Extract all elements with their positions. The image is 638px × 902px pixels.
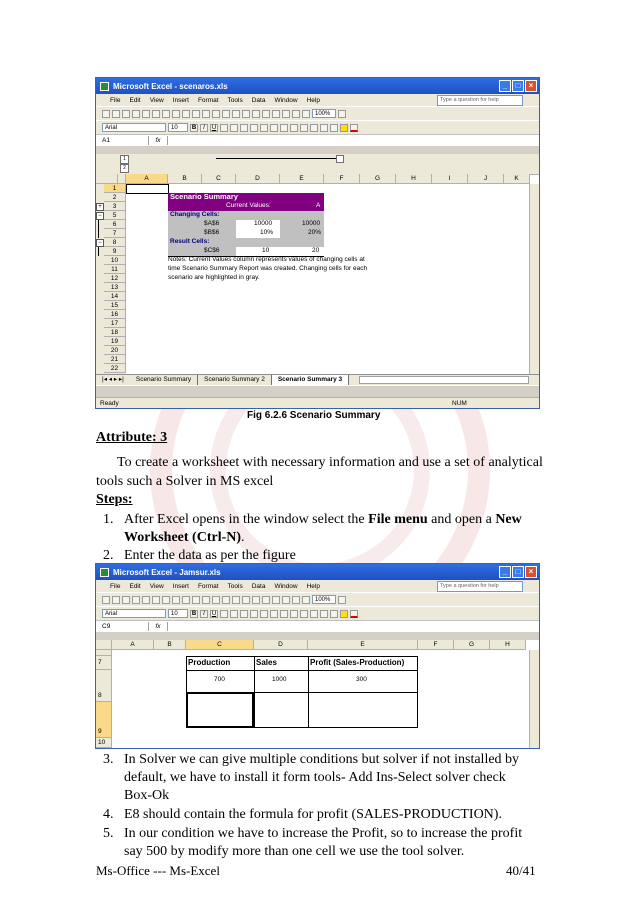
step-2-number: 2. [103, 548, 114, 563]
intro-line-2: tools such a Solver in MS excel [96, 474, 274, 489]
header-profit: Profit (Sales-Production) [310, 658, 405, 667]
sort-asc-icon-2[interactable] [272, 596, 280, 604]
menu-bar-2 [96, 580, 539, 592]
copy-icon-2[interactable] [202, 596, 210, 604]
paste-icon-2[interactable] [212, 596, 220, 604]
row-header-8-2[interactable]: 8 [96, 670, 112, 702]
step-1-line-1 [124, 511, 522, 529]
vertical-scrollbar-2[interactable] [529, 650, 539, 748]
excel-window-jamsur [95, 563, 540, 749]
step-5-line-1: In our condition we have to increase the Profit, so to increase the profit [124, 826, 523, 841]
column-header-b-2[interactable]: B [154, 640, 186, 650]
help-search-input-2[interactable]: Type a question for help [437, 581, 523, 592]
percent-icon-2[interactable] [270, 610, 278, 618]
status-bar [96, 397, 539, 408]
step-1-text-b: and open a [427, 512, 496, 527]
name-box-2[interactable]: C9 [96, 622, 149, 631]
maximize-button-2[interactable]: □ [512, 566, 524, 578]
decrease-indent-icon-2[interactable] [310, 610, 318, 618]
data-table-col-line-2 [308, 656, 309, 728]
autosum-icon-2[interactable] [262, 596, 270, 604]
menu-edit[interactable]: Edit [129, 96, 141, 104]
row-header-5[interactable]: 5 [104, 211, 126, 220]
align-left-icon-2[interactable] [220, 610, 228, 618]
menu-format[interactable]: Format [197, 96, 219, 104]
active-cell-a1[interactable] [126, 184, 169, 194]
scenario-a-header: A [316, 202, 321, 209]
column-header-d-2[interactable]: D [254, 640, 308, 650]
currency-icon[interactable] [260, 124, 268, 132]
row-header-10[interactable]: 10 [104, 256, 126, 265]
font-color-icon-2[interactable] [350, 610, 358, 618]
row-header-16[interactable]: 16 [104, 310, 126, 319]
row-header-2[interactable]: 2 [104, 193, 126, 202]
column-header-row-2 [96, 640, 539, 650]
changing-cells-names [168, 220, 236, 238]
step-4-number: 4. [103, 807, 114, 822]
row-header-9-2[interactable]: 9 [96, 702, 112, 738]
minimize-button-2[interactable]: _ [499, 566, 511, 578]
current-values-label: Current Values: [226, 202, 271, 209]
column-header-e-2[interactable]: E [308, 640, 418, 650]
column-header-d[interactable]: D [236, 174, 280, 184]
standard-toolbar-2 [96, 592, 539, 606]
outline-collapse-changing-button[interactable]: − [96, 212, 104, 220]
outline-expand-button[interactable]: + [96, 203, 104, 211]
outline-group-line [216, 158, 336, 159]
preview-icon-2[interactable] [162, 596, 170, 604]
row-header-17[interactable]: 17 [104, 319, 126, 328]
drawing-icon[interactable] [302, 110, 310, 118]
align-right-icon[interactable] [240, 124, 248, 132]
bold-button[interactable]: B [191, 124, 197, 131]
font-name-select-2[interactable]: Arial [102, 609, 166, 618]
menu-window-2[interactable]: Window [274, 582, 298, 590]
menu-tools[interactable]: Tools [227, 96, 243, 104]
row-header-10-2[interactable]: 10 [96, 738, 112, 748]
step-1-line-2 [124, 529, 245, 547]
paste-icon[interactable] [212, 110, 220, 118]
horizontal-scrollbar[interactable] [359, 376, 529, 384]
align-right-icon-2[interactable] [240, 610, 248, 618]
open-icon[interactable] [112, 110, 120, 118]
row-header-column-2 [96, 650, 112, 748]
italic-button-2[interactable]: I [200, 610, 208, 618]
align-center-icon[interactable] [230, 124, 238, 132]
outline-row-levels [118, 174, 126, 184]
cell-ref-c6: $C$6 [204, 247, 220, 254]
merge-center-icon[interactable] [250, 124, 258, 132]
decrease-decimal-icon-2[interactable] [300, 610, 308, 618]
outline-level-1-button[interactable]: 1 [120, 155, 129, 164]
sheet-grid [96, 154, 539, 386]
underline-button[interactable]: U [211, 124, 217, 131]
font-size-select[interactable]: 10 [168, 123, 188, 132]
spelling-icon[interactable] [172, 110, 180, 118]
bold-button-2[interactable]: B [191, 610, 197, 617]
name-box[interactable]: A1 [96, 136, 149, 145]
column-header-e[interactable]: E [280, 174, 324, 184]
status-text: Ready [100, 400, 119, 407]
value-production: 700 [214, 676, 225, 683]
font-size-select-2[interactable]: 10 [168, 609, 188, 618]
c6-current-value: 10 [262, 247, 270, 254]
spelling-icon-2[interactable] [172, 596, 180, 604]
row-header-11[interactable]: 11 [104, 265, 126, 274]
row-header-19[interactable]: 19 [104, 337, 126, 346]
step-3-number: 3. [103, 752, 114, 767]
drawing-icon-2[interactable] [302, 596, 310, 604]
steps-heading: Steps: [96, 492, 133, 507]
summary-title: Scenario Summary [170, 192, 238, 201]
row-header-21[interactable]: 21 [104, 355, 126, 364]
row-header-22[interactable]: 22 [104, 364, 126, 373]
menu-insert[interactable]: Insert [172, 96, 189, 104]
column-header-b[interactable]: B [168, 174, 202, 184]
data-table-col-line-1 [254, 656, 255, 728]
value-profit: 300 [356, 676, 367, 683]
row-header-20[interactable]: 20 [104, 346, 126, 355]
autosum-icon[interactable] [262, 110, 270, 118]
formatting-toolbar-2 [96, 606, 539, 620]
excel-window-scenarios [95, 77, 540, 409]
menu-edit-2[interactable]: Edit [129, 582, 141, 590]
sheet-tab-scenario-summary-3[interactable]: Scenario Summary 3 [272, 375, 349, 385]
borders-icon[interactable] [330, 124, 338, 132]
row-header-3[interactable]: 3 [104, 202, 126, 211]
menu-file[interactable]: File [110, 96, 121, 104]
step-4-text: E8 should contain the formula for profit (SALES-PRODUCTION). [124, 807, 502, 822]
fill-color-icon-2[interactable] [340, 610, 348, 618]
redo-icon-2[interactable] [242, 596, 250, 604]
save-icon[interactable] [122, 110, 130, 118]
help-icon[interactable] [338, 110, 346, 118]
intro-line-1: To create a worksheet with necessary information and use a set of analytical [117, 455, 543, 470]
borders-icon-2[interactable] [330, 610, 338, 618]
undo-icon-2[interactable] [232, 596, 240, 604]
column-header-h[interactable]: H [396, 174, 432, 184]
column-header-h-2[interactable]: H [490, 640, 526, 650]
title-bar-2 [96, 564, 539, 580]
step-1-period: . [241, 530, 245, 545]
merge-center-icon-2[interactable] [250, 610, 258, 618]
increase-indent-icon-2[interactable] [320, 610, 328, 618]
row-header-9[interactable]: 9 [104, 247, 126, 256]
increase-decimal-icon-2[interactable] [290, 610, 298, 618]
step-1-worksheet: Worksheet (Ctrl-N) [124, 530, 242, 545]
font-color-icon[interactable] [350, 124, 358, 132]
step-1-new: New [495, 512, 522, 527]
cell-ref-b6: $B$6 [204, 229, 220, 236]
notes-line-2: time Scenario Summary Report was created. Changing cells for each [168, 265, 368, 272]
undo-icon[interactable] [232, 110, 240, 118]
formatting-toolbar [96, 120, 539, 134]
open-icon-2[interactable] [112, 596, 120, 604]
step-1-text-a: After Excel opens in the window select the [124, 512, 369, 527]
outline-collapse-button[interactable] [336, 155, 344, 163]
result-cells-label: Result Cells: [170, 238, 210, 245]
formula-input-2[interactable] [167, 622, 539, 631]
increase-indent-icon[interactable] [320, 124, 328, 132]
menu-bar [96, 94, 539, 106]
step-3-line-1: In Solver we can give multiple conditions but solver if not installed by [124, 752, 520, 767]
row-header-column [96, 184, 126, 374]
step-5-number: 5. [103, 826, 114, 841]
decrease-decimal-icon[interactable] [300, 124, 308, 132]
copy-icon[interactable] [202, 110, 210, 118]
column-header-a[interactable]: A [126, 174, 168, 184]
help-icon-2[interactable] [338, 596, 346, 604]
step-1-number: 1. [103, 512, 114, 527]
column-header-g-2[interactable]: G [454, 640, 490, 650]
b6-current-value: 10% [260, 229, 274, 236]
align-center-icon-2[interactable] [230, 610, 238, 618]
sheet-tab-scenario-summary[interactable]: Scenario Summary [130, 375, 198, 385]
column-header-a-2[interactable]: A [112, 640, 154, 650]
permission-icon-2[interactable] [132, 596, 140, 604]
sort-desc-icon-2[interactable] [282, 596, 290, 604]
data-table-header-line [186, 670, 418, 671]
font-name-select[interactable]: Arial [102, 123, 166, 132]
decrease-indent-icon[interactable] [310, 124, 318, 132]
hyperlink-icon[interactable] [252, 110, 260, 118]
excel-icon [100, 82, 109, 91]
comma-icon-2[interactable] [280, 610, 288, 618]
a6-current-value: 10000 [254, 220, 273, 227]
row-header-1[interactable]: 1 [104, 184, 126, 193]
maximize-button[interactable]: □ [512, 80, 524, 92]
b6-scenario-value: 20% [308, 229, 322, 236]
research-icon[interactable] [182, 110, 190, 118]
chart-icon[interactable] [292, 110, 300, 118]
menu-window[interactable]: Window [274, 96, 298, 104]
cell-ref-a6: $A$6 [204, 220, 220, 227]
help-search-input[interactable]: Type a question for help [437, 95, 523, 106]
fx-icon[interactable]: fx [155, 137, 161, 144]
row-header-7-2[interactable]: 7 [96, 656, 112, 670]
research-icon-2[interactable] [182, 596, 190, 604]
header-production: Production [188, 658, 231, 667]
cut-icon[interactable] [192, 110, 200, 118]
row-header-15[interactable]: 15 [104, 301, 126, 310]
increase-decimal-icon[interactable] [290, 124, 298, 132]
outline-bracket-result [98, 247, 99, 256]
comma-icon[interactable] [280, 124, 288, 132]
new-icon-2[interactable] [102, 596, 110, 604]
menu-data[interactable]: Data [251, 96, 266, 104]
menu-view[interactable]: View [149, 96, 164, 104]
close-button-2[interactable]: × [525, 566, 537, 578]
footer-title: Ms-Office --- Ms-Excel [96, 863, 220, 878]
formula-bar [96, 134, 539, 146]
row-header-14[interactable]: 14 [104, 292, 126, 301]
step-1-file-menu: File menu [368, 512, 428, 527]
step-3-line-2: default, we have to install it form tools- Add Ins-Select solver check [124, 770, 506, 785]
preview-icon[interactable] [162, 110, 170, 118]
window-title: Microsoft Excel - scenaros.xls [113, 81, 228, 91]
figure-caption: Fig 6.2.6 Scenario Summary [247, 410, 381, 421]
outline-collapse-result-button[interactable]: − [96, 239, 104, 247]
row-header-8[interactable]: 8 [104, 238, 126, 247]
outline-column-bar [96, 154, 539, 175]
percent-icon[interactable] [270, 124, 278, 132]
new-icon[interactable] [102, 110, 110, 118]
menu-help-2[interactable]: Help [306, 582, 320, 590]
value-sales: 1000 [272, 676, 287, 683]
format-painter-icon-2[interactable] [222, 596, 230, 604]
column-header-c[interactable]: C [202, 174, 236, 184]
column-header-f[interactable]: F [324, 174, 360, 184]
print-icon[interactable] [152, 110, 160, 118]
row-header-7[interactable]: 7 [104, 229, 126, 238]
menu-insert-2[interactable]: Insert [172, 582, 189, 590]
menu-tools-2[interactable]: Tools [227, 582, 243, 590]
row-header-12[interactable]: 12 [104, 274, 126, 283]
column-header-c-2[interactable]: C [186, 640, 254, 650]
cut-icon-2[interactable] [192, 596, 200, 604]
formula-input[interactable] [167, 136, 539, 145]
title-bar [96, 78, 539, 94]
italic-button[interactable]: I [200, 124, 208, 132]
redo-icon[interactable] [242, 110, 250, 118]
attribute-heading: Attribute: 3 [96, 430, 168, 445]
sheet-tab-scenario-summary-2[interactable]: Scenario Summary 2 [198, 375, 272, 385]
notes-line-1: Notes: Current Values column represents values of changing cells at [168, 256, 365, 263]
excel-icon-2 [100, 568, 109, 577]
sort-asc-icon[interactable] [272, 110, 280, 118]
page-number: 40/41 [506, 863, 536, 878]
active-cell-c9[interactable] [186, 692, 254, 728]
standard-toolbar [96, 106, 539, 120]
row-header-18[interactable]: 18 [104, 328, 126, 337]
chart-icon-2[interactable] [292, 596, 300, 604]
outline-level-2-button[interactable]: 2 [120, 164, 129, 173]
formula-bar-2 [96, 620, 539, 632]
column-header-i[interactable]: I [432, 174, 468, 184]
a6-scenario-value: 10000 [302, 220, 321, 227]
fx-icon-2[interactable]: fx [155, 623, 161, 630]
step-3-line-3: Box-Ok [124, 788, 170, 803]
notes-line-3: scenario are highlighted in gray. [168, 274, 260, 281]
minimize-button[interactable]: _ [499, 80, 511, 92]
format-painter-icon[interactable] [222, 110, 230, 118]
hyperlink-icon-2[interactable] [252, 596, 260, 604]
email-icon[interactable] [142, 110, 150, 118]
outline-bracket-changing [98, 220, 99, 238]
c6-scenario-value: 20 [312, 247, 320, 254]
row-header-13[interactable]: 13 [104, 283, 126, 292]
changing-cells-label: Changing Cells: [170, 211, 220, 218]
align-left-icon[interactable] [220, 124, 228, 132]
print-icon-2[interactable] [152, 596, 160, 604]
tab-scroll-arrows-icon[interactable]: |◂ ◂ ▸ ▸| [102, 376, 124, 383]
currency-icon-2[interactable] [260, 610, 268, 618]
menu-file-2[interactable]: File [110, 582, 121, 590]
fill-color-icon[interactable] [340, 124, 348, 132]
menu-view-2[interactable]: View [149, 582, 164, 590]
num-lock-indicator: NUM [452, 400, 467, 407]
select-all-corner-2[interactable] [96, 640, 112, 650]
menu-help[interactable]: Help [306, 96, 320, 104]
zoom-select[interactable]: 100% [312, 109, 336, 118]
column-header-f-2[interactable]: F [418, 640, 454, 650]
column-header-g[interactable]: G [360, 174, 396, 184]
sort-desc-icon[interactable] [282, 110, 290, 118]
close-button[interactable]: × [525, 80, 537, 92]
vertical-scrollbar[interactable] [529, 184, 539, 374]
select-all-corner[interactable] [96, 174, 118, 184]
zoom-select-2[interactable]: 100% [312, 595, 336, 604]
permission-icon[interactable] [132, 110, 140, 118]
column-header-j[interactable]: J [468, 174, 504, 184]
header-sales: Sales [256, 658, 277, 667]
step-5-line-2: say 500 by modify more than one cell we use the tool solver. [124, 844, 465, 859]
column-header-row [96, 174, 539, 184]
email-icon-2[interactable] [142, 596, 150, 604]
underline-button-2[interactable]: U [211, 610, 217, 617]
row-header-6[interactable]: 6 [104, 220, 126, 229]
step-2-text: Enter the data as per the figure [124, 548, 296, 563]
window-title-2: Microsoft Excel - Jamsur.xls [113, 567, 221, 577]
menu-data-2[interactable]: Data [251, 582, 266, 590]
save-icon-2[interactable] [122, 596, 130, 604]
menu-format-2[interactable]: Format [197, 582, 219, 590]
sheet-tabs-bar [96, 374, 539, 385]
column-header-k[interactable]: K [504, 174, 530, 184]
sheet-grid-2 [96, 640, 539, 748]
